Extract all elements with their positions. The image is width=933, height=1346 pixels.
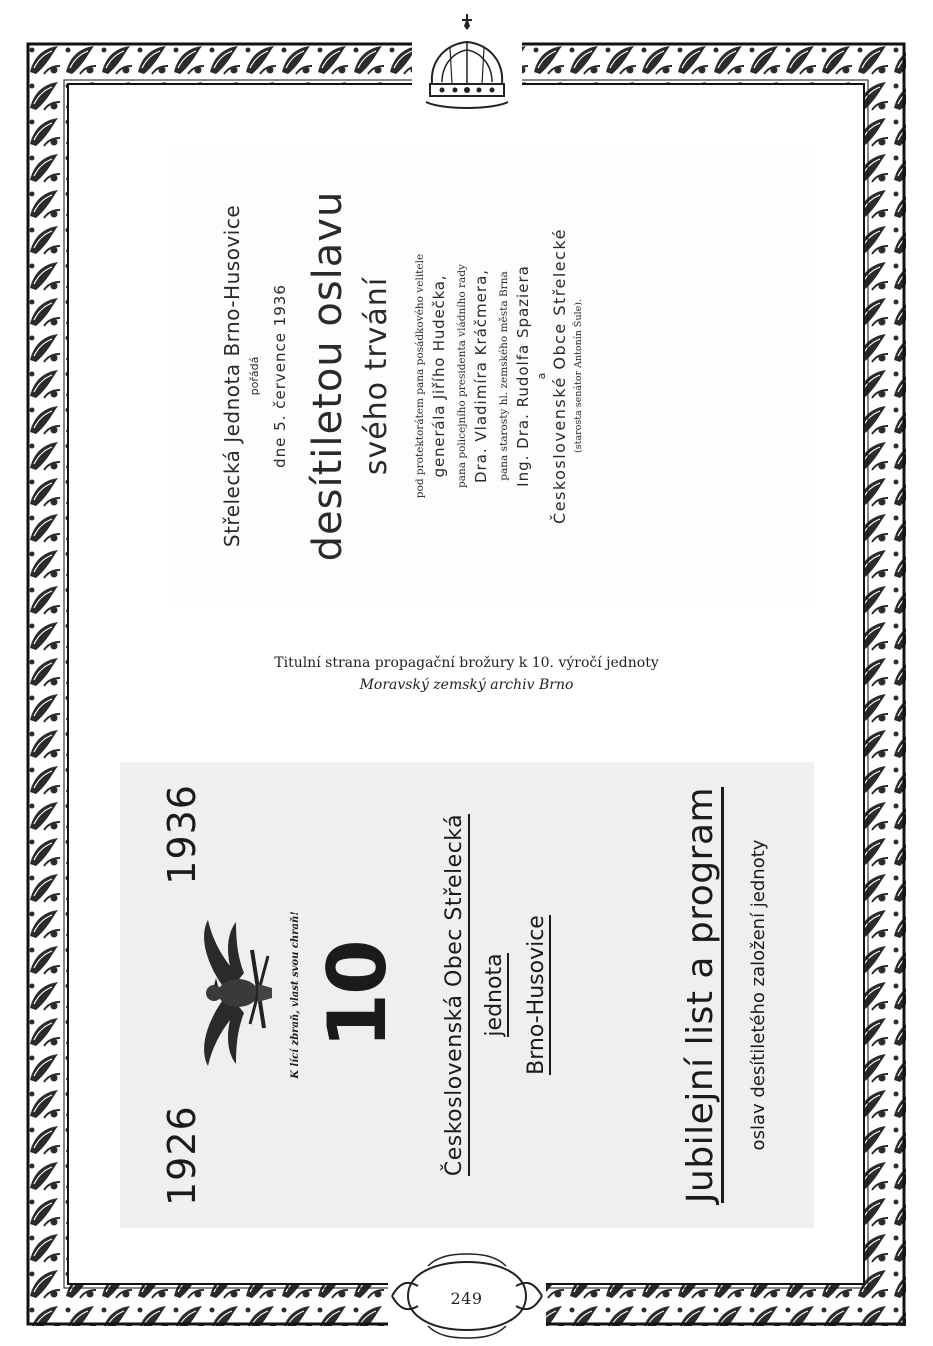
starosta-text: pana starosty hl. zemského města Brna [498, 271, 510, 481]
protektorat-text: pod protektorátem pana posádkového velitele [414, 253, 426, 499]
org-name: Československá Obec Střelecká [442, 814, 470, 1176]
year-start: 1926 [160, 1105, 204, 1206]
brochure-inner-page-photo [168, 148, 814, 604]
anniversary-number: 10 [311, 941, 404, 1049]
place-name: Brno-Husovice [524, 915, 549, 1075]
sule-text: (starosta senátor Antonín Šule). [573, 299, 584, 453]
date-text: dne 5. července 1936 [271, 284, 289, 468]
headline: desítiletou oslavu [305, 190, 351, 562]
poradi-text: pořádá [248, 356, 261, 396]
rotated-announcement-text [168, 148, 814, 604]
brochure-cover-photo [120, 762, 814, 1228]
crown-icon [412, 14, 522, 114]
eagle-emblem-icon [168, 918, 286, 1068]
policejni-text: pana policejního presidenta vládního rady [456, 264, 468, 488]
obec-name: Československé Obce Střelecké [550, 228, 569, 524]
kracmer-name: Dra. Vladimíra Kráčmera, [472, 268, 490, 484]
page-number: 249 [450, 1289, 483, 1308]
jednota-text: jednota [482, 953, 507, 1037]
association-title: Střelecká Jednota Brno-Husovice [220, 204, 244, 548]
general-name: generála Jiřího Hudečka, [430, 274, 448, 478]
motto-text: K lící zbraň, vlast svou chraň! [290, 911, 301, 1079]
year-end: 1936 [160, 784, 204, 885]
conjunction-a: a [536, 372, 548, 380]
spazier-name: Ing. Dra. Rudolfa Spaziera [514, 265, 532, 487]
caption-text: Titulní strana propagační brožury k 10. výročí jednoty [274, 655, 659, 671]
rotated-cover-content [120, 762, 814, 1228]
figure-caption [0, 655, 933, 693]
headline-2: svého trvání [359, 276, 394, 476]
caption-source: Moravský zemský archiv Brno [359, 677, 574, 693]
jubilee-title: Jubilejní list a program [680, 787, 724, 1203]
oslav-subtitle: oslav desítiletého založení jednoty [748, 839, 769, 1151]
